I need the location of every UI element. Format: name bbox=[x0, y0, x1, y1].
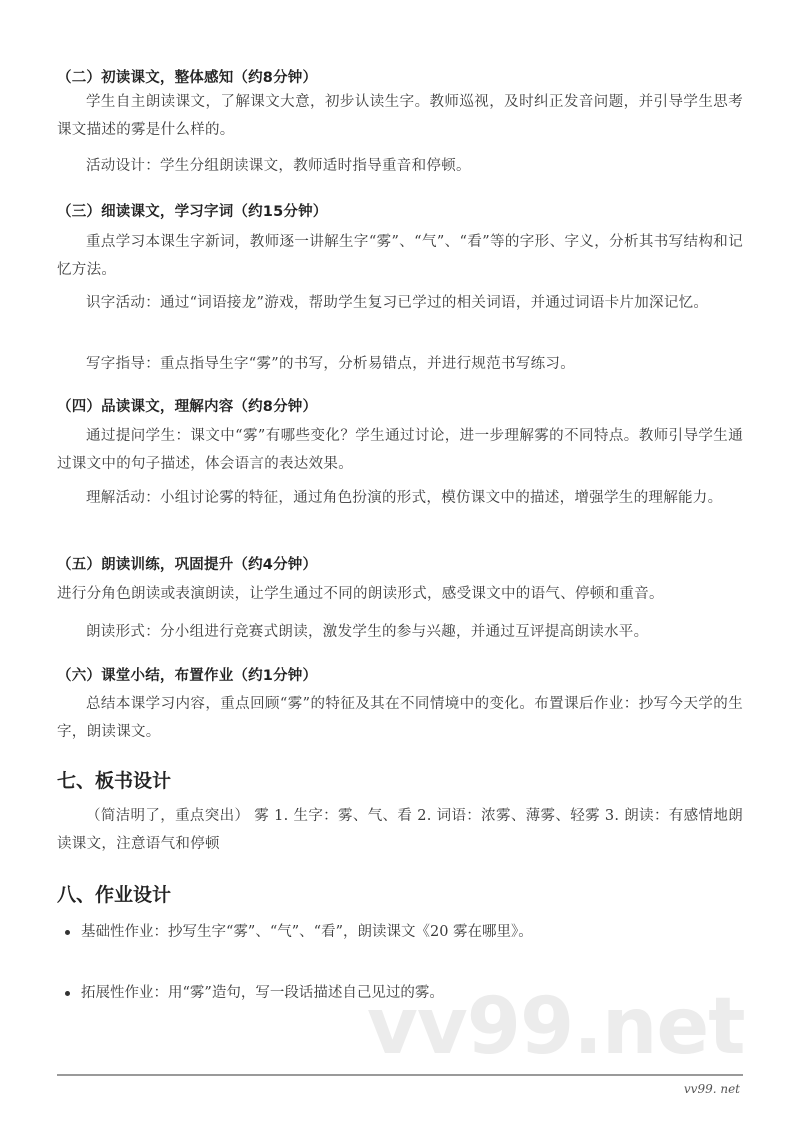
homework-item-text: 基础性作业：抄写生字“雾”、“气”、“看”，朗读课文《20 雾在哪里》。 bbox=[81, 924, 533, 940]
footer-divider bbox=[57, 1074, 743, 1076]
section-2-paragraph-2: 活动设计：学生分组朗读课文，教师适时指导重音和停顿。 bbox=[86, 158, 471, 174]
watermark: vv99.net bbox=[367, 982, 745, 1072]
homework-heading: 八、作业设计 bbox=[57, 884, 172, 906]
board-design-text: （简洁明了，重点突出） 雾 1. 生字：雾、气、看 2. 词语：浓雾、薄雾、轻雾 3. 朗读：有感情地朗读课文，注意语气和停顿 bbox=[57, 808, 743, 852]
section-heading-6: （六）课堂小结，布置作业（约1分钟） bbox=[57, 668, 318, 684]
section-3-paragraph-1: 重点学习本课生字新词，教师逐一讲解生字“雾”、“气”、“看”等的字形、字义，分析其书写结构和记忆方法。 bbox=[57, 234, 743, 278]
section-4-paragraph-1: 通过提问学生：课文中“雾”有哪些变化？学生通过讨论，进一步理解雾的不同特点。教师引导学生通过课文中的句子描述，体会语言的表达效果。 bbox=[57, 428, 743, 472]
section-heading-3: （三）细读课文，学习字词（约15分钟） bbox=[57, 204, 328, 220]
section-2-paragraph-1: 学生自主朗读课文，了解课文大意，初步认读生字。教师巡视，及时纠正发音问题，并引导学生思考课文描述的雾是什么样的。 bbox=[57, 94, 743, 138]
section-5-paragraph-1: 进行分角色朗读或表演朗读，让学生通过不同的朗读形式，感受课文中的语气、停顿和重音。 bbox=[57, 586, 664, 602]
homework-item-basic bbox=[57, 918, 767, 946]
section-6-paragraph-1: 总结本课学习内容，重点回顾“雾”的特征及其在不同情境中的变化。布置课后作业：抄写今天学的生字，朗读课文。 bbox=[57, 696, 743, 740]
section-5-paragraph-2: 朗读形式：分小组进行竞赛式朗读，激发学生的参与兴趣，并通过互评提高朗读水平。 bbox=[86, 624, 649, 640]
section-3-paragraph-3: 写字指导：重点指导生字“雾”的书写，分析易错点，并进行规范书写练习。 bbox=[86, 356, 576, 372]
bullet-icon bbox=[65, 991, 70, 996]
section-heading-5: （五）朗读训练，巩固提升（约4分钟） bbox=[57, 557, 318, 573]
section-heading-4: （四）品读课文，理解内容（约8分钟） bbox=[57, 399, 318, 415]
footer-site-label: vv99. net bbox=[683, 1082, 740, 1096]
board-design-heading: 七、板书设计 bbox=[57, 770, 172, 792]
section-3-paragraph-2: 识字活动：通过“词语接龙”游戏，帮助学生复习已学过的相关词语，并通过词语卡片加深记忆。 bbox=[86, 295, 709, 311]
section-heading-2: （二）初读课文，整体感知（约8分钟） bbox=[57, 70, 318, 86]
section-4-paragraph-2: 理解活动：小组讨论雾的特征，通过角色扮演的形式，模仿课文中的描述，增强学生的理解能力。 bbox=[86, 490, 723, 506]
homework-item-text: 拓展性作业：用“雾”造句，写一段话描述自己见过的雾。 bbox=[81, 985, 444, 1001]
bullet-icon bbox=[65, 930, 70, 935]
